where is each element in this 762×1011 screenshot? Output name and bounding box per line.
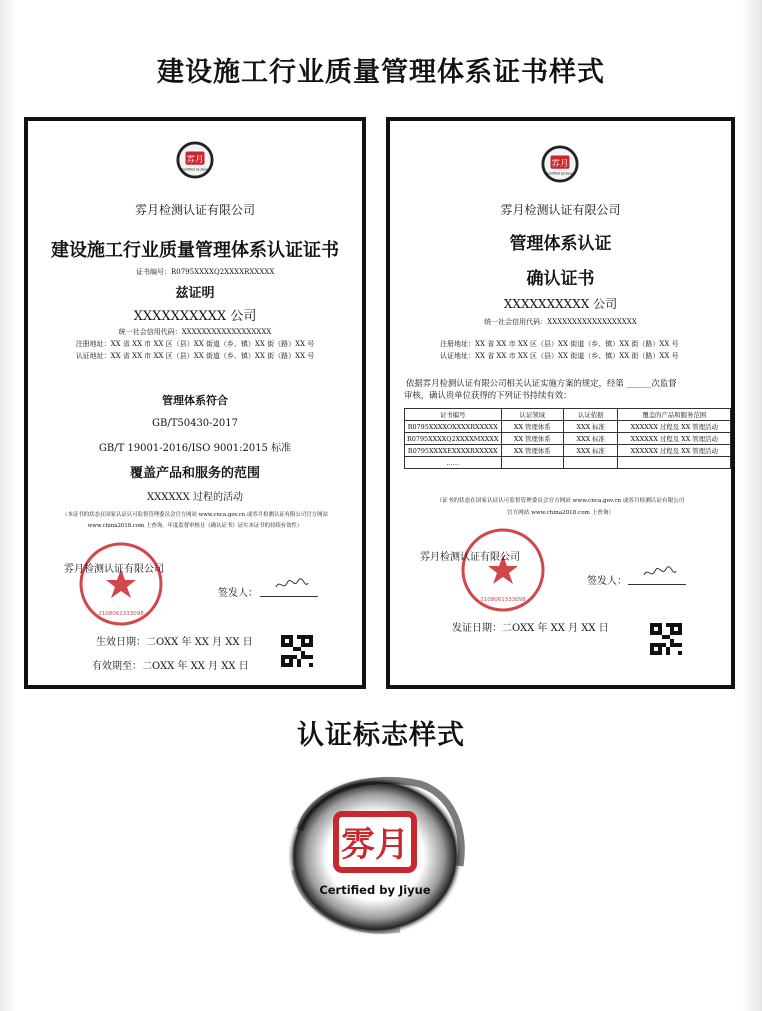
- company-seal-icon: [76, 539, 166, 629]
- signer-label: 签发人：: [218, 588, 258, 599]
- seal-number: 2108061333098: [98, 611, 144, 617]
- standard-2: GB/T 19001-2016/ISO 9001:2015 标准: [98, 443, 292, 454]
- table-header-cell: 覆盖的产品和服务范围: [618, 409, 731, 421]
- confirm-paragraph-2: 审核，确认贵单位获得的下列证书持续有效：: [404, 390, 572, 400]
- standard-1: GB/T50430-2017: [151, 418, 238, 429]
- logo-caption-text: Certified by Jiyue: [547, 171, 573, 176]
- scope-title: 覆盖产品和服务的范围: [129, 466, 260, 481]
- confirmation-certificate: [386, 117, 735, 689]
- logo-caption-text: Certified by Jiyue: [182, 167, 208, 172]
- status-note-2: www.china2018.com 上查询。年度监督审核且《确认证书》证实本证书的持续有效性）: [87, 523, 303, 529]
- system-conform-label: 管理体系符合: [162, 394, 228, 407]
- table-row: [405, 457, 731, 469]
- table-header-cell: 认证领域: [501, 409, 563, 421]
- certified-address: 认证地址：XX 省 XX 市 XX 区（县）XX 街道（乡、镇）XX 街（路）XX 号: [440, 352, 679, 360]
- table-cell: R0795XXXXOXXXXRXXXXX: [405, 421, 502, 433]
- holder-name: XXXXXXXXXX 公司: [503, 297, 618, 311]
- logo-mark-text: 雰月: [551, 158, 569, 169]
- jiyue-logo-icon: [541, 145, 579, 183]
- signature-icon: [642, 565, 678, 581]
- status-note-2: 官方网站 www.china2018.com 上查询）: [506, 510, 615, 516]
- table-cell: R0795XXXXQ2XXXXMXXXX: [405, 433, 502, 445]
- table-row: [405, 433, 731, 445]
- issuer-name: 雰月检测认证有限公司: [500, 203, 621, 217]
- certificate-title-2: 确认证书: [526, 269, 595, 289]
- table-cell: XX 管理体系: [501, 433, 563, 445]
- logo-mark-text: 雰月: [186, 154, 204, 165]
- registered-address: 注册地址：XX 省 XX 市 XX 区（县）XX 街道（乡、镇）XX 街（路）XX 号: [440, 340, 679, 348]
- table-cell: XX 管理体系: [501, 445, 563, 457]
- company-seal-icon: [458, 525, 548, 615]
- confirm-paragraph-1: 依据雰月检测认证有限公司相关认证实施方案的规定，经第 ______次监督: [406, 378, 677, 388]
- signer-label: 签发人：: [587, 576, 627, 587]
- table-row: [405, 421, 731, 433]
- stamp-company: 雰月检测认证有限公司: [420, 552, 520, 563]
- proof-label: 兹证明: [175, 286, 215, 301]
- table-header-cell: 认证依据: [564, 409, 618, 421]
- certificate-title: 建设施工行业质量管理体系认证证书: [51, 240, 339, 261]
- table-cell: R0795XXXXEXXXXRXXXXX: [405, 445, 502, 457]
- certified-address: 认证地址：XX 省 XX 市 XX 区（县）XX 街道（乡、镇）XX 街（路）XX 号: [75, 352, 315, 360]
- table-cell: XXXXXX 过程及 XX 管理活动: [618, 445, 731, 457]
- quality-certificate: [24, 117, 366, 689]
- certification-mark-icon: [280, 770, 470, 940]
- table-cell: ……: [405, 457, 502, 469]
- table-cell: XXXXXX 过程及 XX 管理活动: [618, 433, 731, 445]
- issuer-name: 雰月检测认证有限公司: [134, 203, 255, 217]
- stamp-company: 雰月检测认证有限公司: [64, 564, 164, 575]
- mark-chinese-text: 雰月: [341, 825, 409, 865]
- signature-line: [628, 584, 686, 585]
- status-note-1: （本证书的状态在国家认证认可监督管理委员会官方网站 www.cnca.gov.cn 或雰月检测认证有限公司官方网站: [62, 512, 328, 518]
- page-title: 建设施工行业质量管理体系证书样式: [157, 57, 605, 88]
- page-shadow-left: [0, 0, 16, 1011]
- table-cell: XXX 标准: [564, 421, 618, 433]
- table-cell: XXX 标准: [564, 445, 618, 457]
- qr-code-icon: [650, 623, 682, 655]
- table-cell: XXXXXX 过程及 XX 管理活动: [618, 421, 731, 433]
- signature-line: [260, 596, 318, 597]
- signature-icon: [274, 577, 310, 593]
- registered-address: 注册地址：XX 省 XX 市 XX 区（县）XX 街道（乡、镇）XX 街（路）XX 号: [75, 340, 315, 348]
- table-cell: [564, 457, 618, 469]
- table-row: [405, 445, 731, 457]
- table-header-row: [405, 409, 731, 421]
- table-header-cell: 证书编号: [405, 409, 502, 421]
- mark-caption-text: Certified by Jiyue: [319, 883, 431, 897]
- credit-code: 统一社会信用代码：XXXXXXXXXXXXXXXXXX: [484, 318, 637, 326]
- effective-date: 生效日期：二OXX 年 XX 月 XX 日: [96, 637, 253, 648]
- table-cell: [618, 457, 731, 469]
- credit-code: 统一社会信用代码：XXXXXXXXXXXXXXXXXX: [118, 328, 272, 336]
- table-cell: XX 管理体系: [501, 421, 563, 433]
- certificate-number: 证书编号：R0795XXXXQ2XXXXRXXXXX: [136, 268, 275, 276]
- page-shadow-right: [742, 0, 762, 1011]
- certificate-title-1: 管理体系认证: [509, 234, 612, 254]
- logo-section-title: 认证标志样式: [297, 720, 465, 751]
- table-cell: [501, 457, 563, 469]
- jiyue-logo-icon: [176, 141, 214, 179]
- table-cell: XXX 标准: [564, 433, 618, 445]
- holder-name: XXXXXXXXXX 公司: [133, 309, 257, 324]
- seal-number: 2108061333098: [480, 597, 526, 603]
- status-note-1: （证书的状态在国家认证认可监督管理委员会官方网站 www.cnca.gov.cn 或雰月检测认证有限公司: [436, 498, 685, 504]
- scope-text: XXXXXX 过程的活动: [147, 492, 243, 503]
- certificate-scope-table: [404, 408, 731, 469]
- qr-code-icon: [281, 635, 313, 667]
- valid-until-date: 有效期至：二OXX 年 XX 月 XX 日: [92, 661, 249, 672]
- issue-date: 发证日期：二OXX 年 XX 月 XX 日: [452, 623, 609, 634]
